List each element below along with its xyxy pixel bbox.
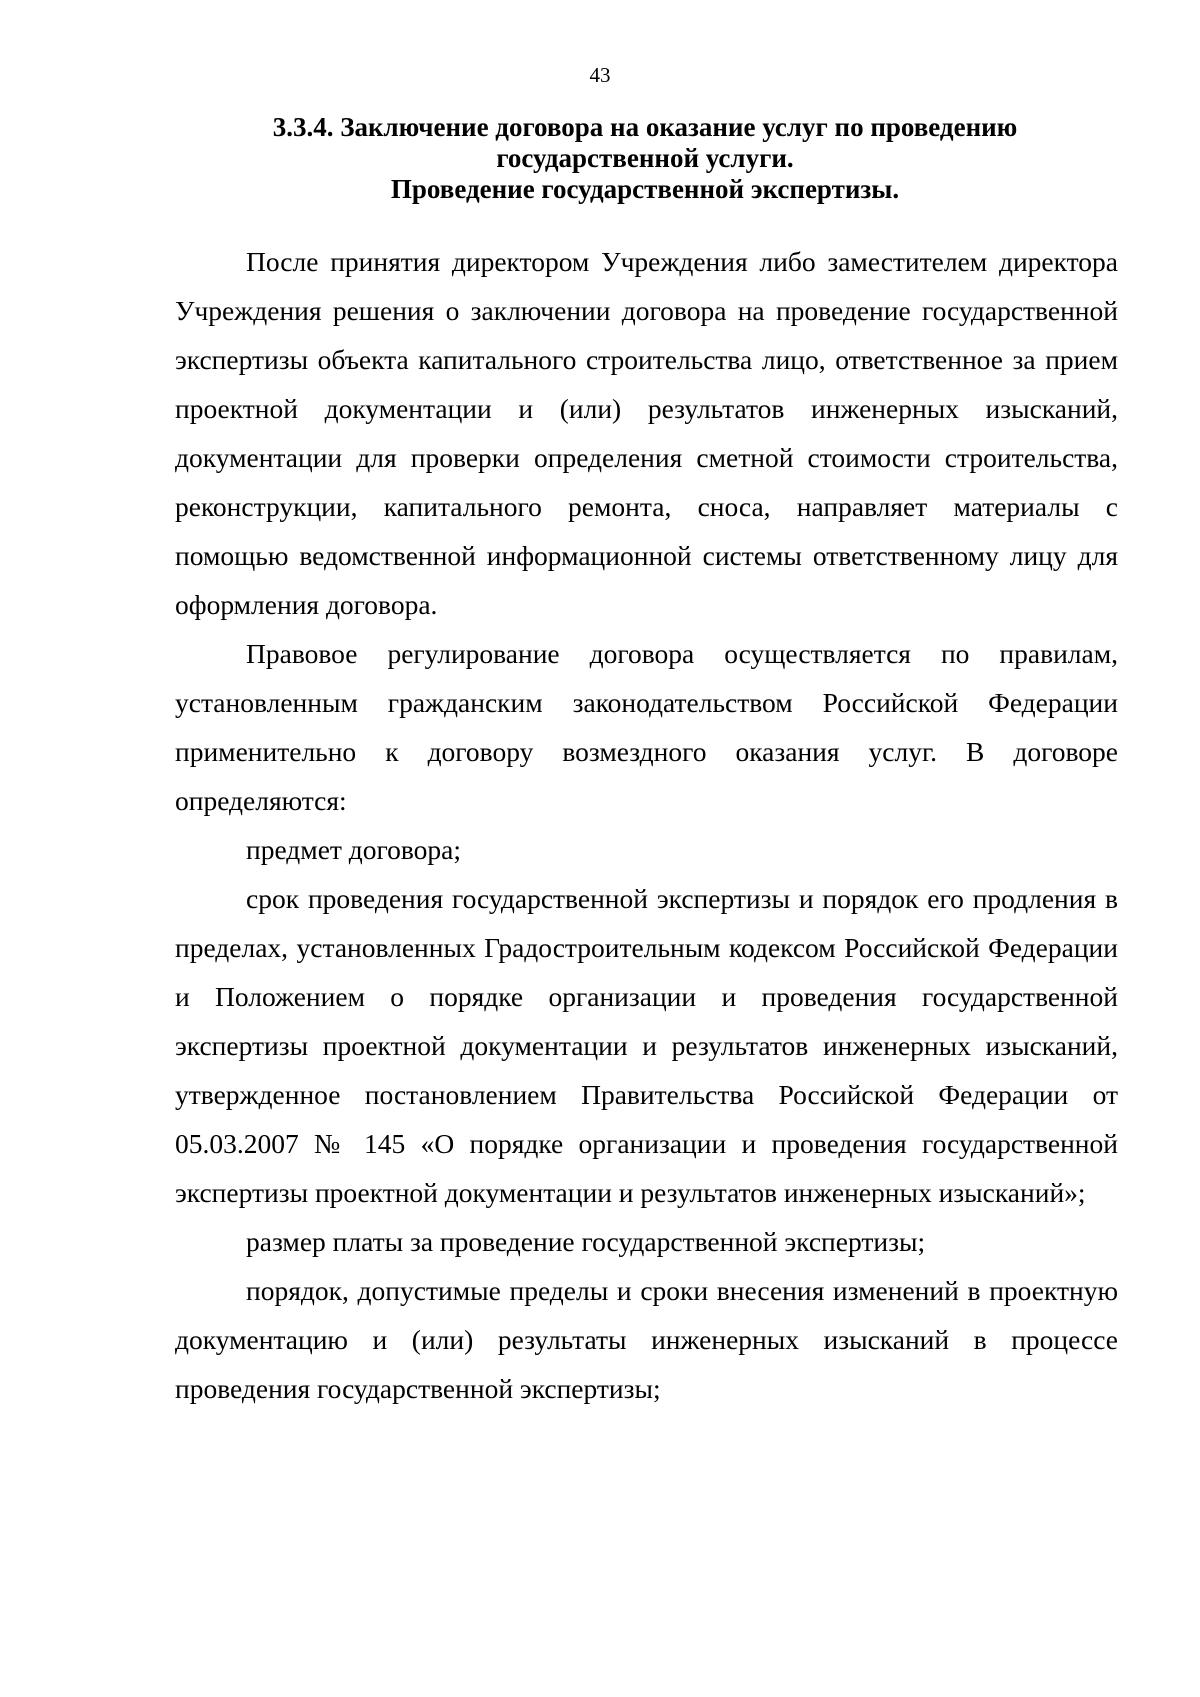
paragraph-contract-subject: предмет договора; [246, 834, 462, 865]
page-number: 43 [589, 63, 611, 87]
heading-line-3: Проведение государственной экспертизы. [390, 174, 900, 204]
section-heading [175, 112, 1115, 205]
paragraph-expertise-term: срок проведения государственной экспертизы и порядок его продления в пределах, установленных Градостроительным кодексом Российской Федерации и Положением о порядке организации и проведения государственной экспертизы проектной документации и результатов инженерных изысканий, утвержденное постановлением Правительства Российской Федерации от 05.03.2007 № 145 «О порядке организации и проведения государственной экспертизы проектной документации и результатов инженерных изысканий»; [175, 883, 1118, 1208]
paragraph-changes-procedure: порядок, допустимые пределы и сроки внесения изменений в проектную документацию и (или) результаты инженерных изысканий в процессе проведения государственной экспертизы; [175, 1275, 1118, 1404]
document-body [175, 237, 1118, 1413]
paragraph-legal-regulation: Правовое регулирование договора осуществляется по правилам, установленным гражданским законодательством Российской Федерации применительно к договору возмездного оказания услуг. В договоре определяются: [175, 638, 1118, 816]
paragraph-decision: После принятия директором Учреждения либо заместителем директора Учреждения решения о заключении договора на проведение государственной экспертизы объекта капитального строительства лицо, ответственное за прием проектной документации и (или) результатов инженерных изысканий, документации для проверки определения сметной стоимости строительства, реконструкции, капитального ремонта, сноса, направляет материалы с помощью ведомственной информационной системы ответственному лицу для оформления договора. [175, 246, 1118, 620]
paragraph-fee: размер платы за проведение государственной экспертизы; [246, 1226, 926, 1257]
heading-line-1: 3.3.4. Заключение договора на оказание услуг по проведению [272, 112, 1018, 142]
heading-line-2: государственной услуги. [496, 143, 794, 173]
